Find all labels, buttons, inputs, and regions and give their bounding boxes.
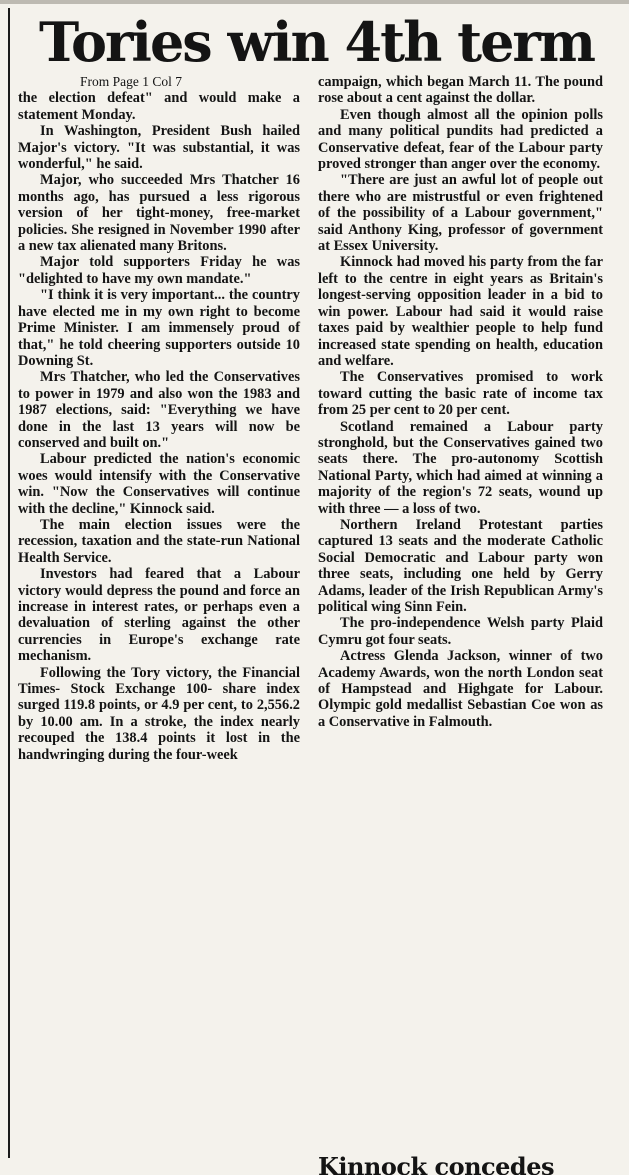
paragraph: Investors had feared that a Labour victory would depress the pound and force an increase in interest rates, or perhaps even a devaluation of sterling against the other currencies in Europe's exchange rate mechanism. (18, 566, 300, 665)
paragraph: The pro-independence Welsh party Plaid Cymru got four seats. (318, 615, 603, 648)
article-column-left (18, 74, 300, 763)
paragraph: Even though almost all the opinion polls and many political pundits had predicted a Conservative defeat, fear of the Labour party proved stronger than anger over the economy. (318, 106, 603, 173)
paragraph: Labour predicted the nation's economic woes would intensify with the Conservative win. "Now the Conservatives will continue with the decline," Kinnock said. (18, 451, 300, 517)
paragraph: Kinnock had moved his party from the far left to the centre in eight years as Britain's longest-serving opposition leader in a bid to win power. Labour had said it would raise taxes paid by wealthier people to help fund increased state spending on health, education and welfare. (318, 254, 603, 369)
paragraph: Scotland remained a Labour party stronghold, but the Conservatives gained two seats there. The pro-autonomy Scottish National Party, which had aimed at winning a majority of the region's 72 seats, wound up with three — a loss of two. (318, 418, 603, 517)
paragraph: Following the Tory victory, the Financial Times- Stock Exchange 100- share index surged 119.8 points, or 4.9 per cent, to 2,556.2 by 10.00 am. In a stroke, the index nearly recouped the 138.4 points it lost in the handwringing during the four-week (18, 664, 300, 763)
paragraph: Northern Ireland Protestant parties captured 13 seats and the moderate Catholic Social Democratic and Labour party won three seats, including one held by Gerry Adams, leader of the Irish Republican Army's political wing Sinn Fein. (318, 516, 603, 615)
paragraph: The main election issues were the recession, taxation and the state-run National Health Service. (18, 516, 300, 566)
paragraph: "There are just an awful lot of people out there who are mistrustful or even frightened of the possibility of a Labour government," said Anthony King, professor of government at Essex University. (318, 172, 603, 255)
top-border-rule (0, 0, 629, 4)
article-column-right (318, 74, 603, 730)
paragraph: the election defeat" and would make a statement Monday. (18, 90, 300, 123)
headline: Tories win 4th term (38, 10, 595, 74)
paragraph: Actress Glenda Jackson, winner of two Academy Awards, won the north London seat of Hampstead and Highgate for Labour. Olympic gold medallist Sebastian Coe won as a Conservative in Falmouth. (318, 648, 603, 730)
paragraph: campaign, which began March 11. The pound rose about a cent against the dollar. (318, 74, 603, 107)
paragraph: Major, who succeeded Mrs Thatcher 16 months ago, has pursued a less rigorous version of her tight-money, free-market policies. She resigned in November 1990 after a new tax alienated many Britons. (18, 172, 300, 255)
jump-line: From Page 1 Col 7 (80, 74, 183, 89)
paragraph: Major told supporters Friday he was "delighted to have my own mandate." (18, 254, 300, 287)
paragraph: "I think it is very important... the country have elected me in my own right to become Prime Minister. I am immensely proud of that," he told cheering supporters outside 10 Downing St. (18, 287, 300, 369)
paragraph: Mrs Thatcher, who led the Conservatives to power in 1979 and also won the 1983 and 1987 elections, said: "Everything we have done in the last 13 years will now be conserved and built on." (18, 369, 300, 451)
paragraph: In Washington, President Bush hailed Major's victory. "It was substantial, it was wonderful," he said. (18, 123, 300, 173)
next-article-headline: Kinnock concedes (318, 1152, 554, 1175)
left-column-rule (8, 8, 10, 1158)
paragraph: The Conservatives promised to work toward cutting the basic rate of income tax from 25 per cent to 20 per cent. (318, 369, 603, 419)
